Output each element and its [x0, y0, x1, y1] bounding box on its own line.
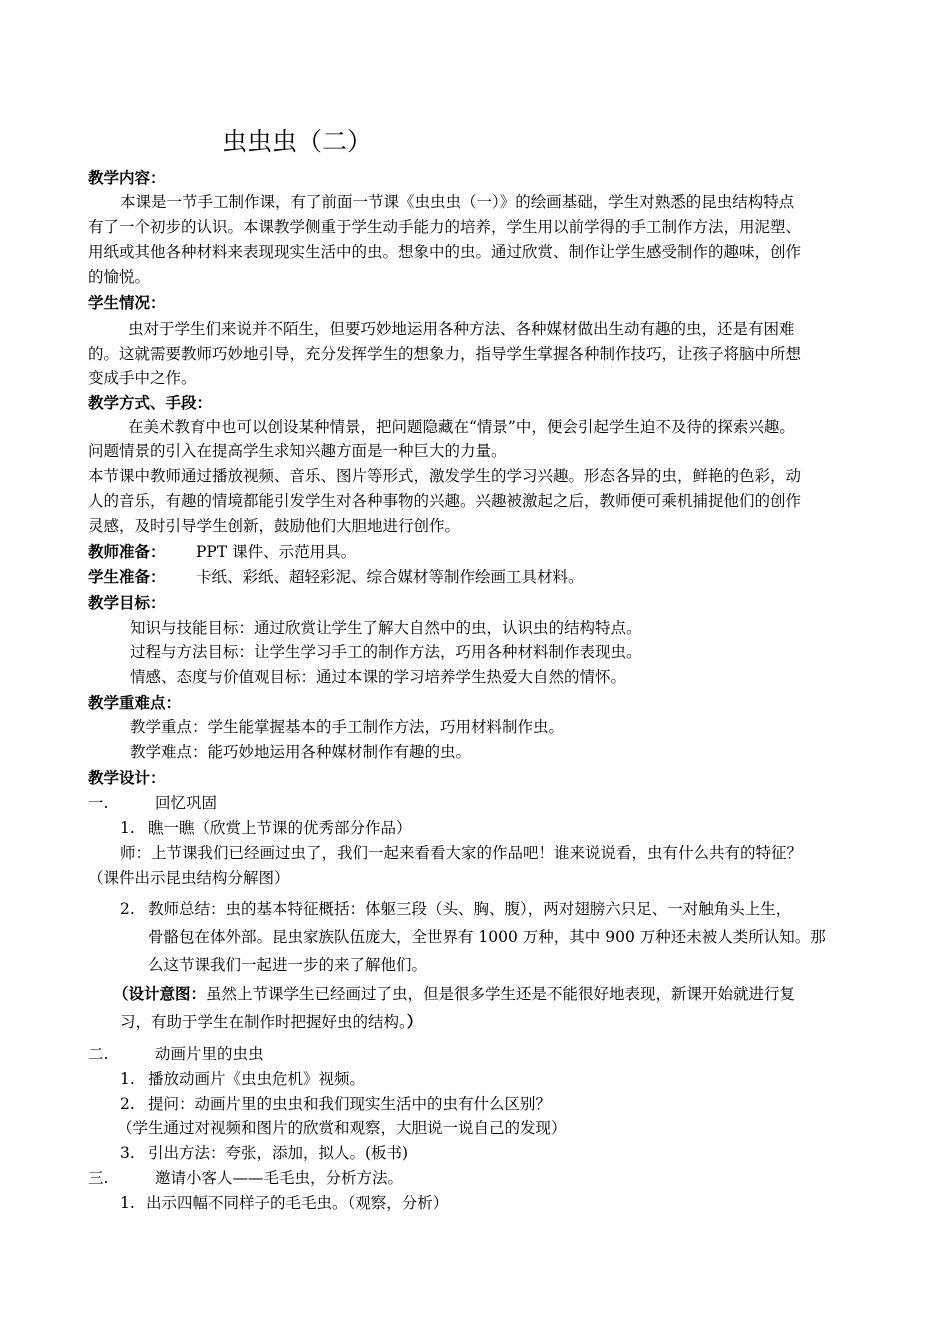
heading-content: 教学内容： [88, 168, 166, 187]
key-point-line: 教学重点：学生能掌握基本的手工制作方法，巧用材料制作虫。 [130, 718, 565, 736]
item-text: 引出方法：夸张，添加，拟人。(板书) [148, 1144, 409, 1162]
design-intent-label: （设计意图： [113, 984, 207, 1003]
section-title: 回忆巩固 [155, 794, 218, 812]
item-number: 1. [120, 819, 135, 837]
design-intent-line [113, 983, 795, 1005]
design-intent-close: ） [406, 1012, 423, 1031]
item-number: 1. [120, 1070, 135, 1088]
goal-line: 过程与方法目标：让学生学习手工的制作方法，巧用各种材料制作表现虫。 [130, 643, 642, 661]
item-text: 提问：动画片里的虫虫和我们现实生活中的虫有什么区别？ [148, 1095, 552, 1113]
paragraph-line: （课件出示昆虫结构分解图） [88, 869, 290, 887]
item-number: 2. [120, 900, 135, 918]
page-title: 虫虫虫（二） [222, 127, 373, 156]
heading-goals: 教学目标： [88, 593, 166, 612]
paragraph-line: 虫对于学生们来说并不陌生，但要巧妙地运用各种方法、各种媒材做出生动有趣的虫，还是有困难 [128, 320, 795, 338]
heading-teacher-prep: 教师准备： [88, 542, 166, 561]
heading-key-points: 教学重难点： [88, 693, 182, 712]
section-number: 二. [88, 1045, 109, 1063]
paragraph-line: 的。这就需要教师巧妙地引导，充分发挥学生的想象力，指导学生掌握各种制作技巧，让孩子将脑中所想 [88, 345, 802, 363]
paragraph-line: 变成手中之作。 [88, 369, 197, 387]
design-intent-text: 习，有助于学生在制作时把握好虫的结构。 [120, 1013, 407, 1031]
design-intent-line [120, 1011, 422, 1033]
key-point-line: 教学难点：能巧妙地运用各种媒材制作有趣的虫。 [130, 743, 472, 761]
paragraph-line: 师：上节课我们已经画过虫了，我们一起来看看大家的作品吧！谁来说说看，虫有什么共有的特征？ [120, 844, 803, 862]
heading-methods: 教学方式、手段： [88, 393, 213, 412]
section-title: 动画片里的虫虫 [155, 1045, 264, 1063]
item-number: 2. [120, 1095, 135, 1113]
heading-student-prep: 学生准备： [88, 567, 166, 586]
item-text: 教师总结：虫的基本特征概括：体躯三段（头、胸、腹），两对翅膀六只足、一对触角头上生， [148, 900, 792, 918]
paragraph-line: 问题情景的引入在提高学生求知兴趣方面是一种巨大的力量。 [88, 442, 507, 460]
item-text: 播放动画片《虫虫危机》视频。 [148, 1070, 366, 1088]
student-prep-text: 卡纸、彩纸、超轻彩泥、综合媒材等制作绘画工具材料。 [196, 568, 584, 586]
section-number: 一. [88, 794, 109, 812]
goal-line: 情感、态度与价值观目标：通过本课的学习培养学生热爱大自然的情怀。 [130, 668, 627, 686]
paragraph-line: 灵感，及时引导学生创新，鼓励他们大胆地进行创作。 [88, 517, 461, 535]
paragraph-line: 本节课中教师通过播放视频、音乐、图片等形式，激发学生的学习兴趣。形态各异的虫，鲜艳的色彩，动 [88, 467, 802, 485]
item-number: 1. [120, 1194, 135, 1212]
item-text: 瞧一瞧（欣赏上节课的优秀部分作品） [148, 819, 412, 837]
design-intent-text: 虽然上节课学生已经画过了虫，但是很多学生还是不能很好地表现，新课开始就进行复 [206, 985, 796, 1003]
paragraph-line: （学生通过对视频和图片的欣赏和观察，大胆说一说自己的发现） [117, 1119, 567, 1137]
paragraph-line: 本课是一节手工制作课，有了前面一节课《虫虫虫（一）》的绘画基础，学生对熟悉的昆虫结构特点 [120, 193, 795, 211]
heading-design: 教学设计： [88, 768, 166, 787]
item-number: 3. [120, 1144, 135, 1162]
heading-students: 学生情况： [88, 293, 166, 312]
goal-line: 知识与技能目标：通过欣赏让学生了解大自然中的虫，认识虫的结构特点。 [130, 619, 642, 637]
item-text: 么这节课我们一起进一步的来了解他们。 [148, 956, 428, 974]
paragraph-line: 人的音乐，有趣的情境都能引发学生对各种事物的兴趣。兴趣被激起之后，教师便可乘机捕捉他们的创作 [88, 492, 802, 510]
paragraph-line: 的愉悦。 [88, 268, 151, 286]
paragraph-line: 有了一个初步的认识。本课教学侧重于学生动手能力的培养，学生用以前学得的手工制作方法，用泥塑、 [88, 218, 802, 236]
item-text: 骨骼包在体外部。昆虫家族队伍庞大，全世界有 1000 万种，其中 900 万种还未被人类所认知。那 [148, 928, 826, 946]
section-title: 邀请小客人——毛毛虫，分析方法。 [155, 1169, 404, 1187]
paragraph-line: 在美术教育中也可以创设某种情景，把问题隐藏在“情景”中，便会引起学生迫不及待的探索兴趣。 [128, 418, 795, 436]
section-number: 三. [88, 1169, 109, 1187]
paragraph-line: 用纸或其他各种材料来表现现实生活中的虫。想象中的虫。通过欣赏、制作让学生感受制作的趣味，创作 [88, 243, 802, 261]
item-text: 出示四幅不同样子的毛毛虫。（观察，分析） [146, 1194, 449, 1212]
teacher-prep-text: PPT 课件、示范用具。 [196, 543, 357, 561]
